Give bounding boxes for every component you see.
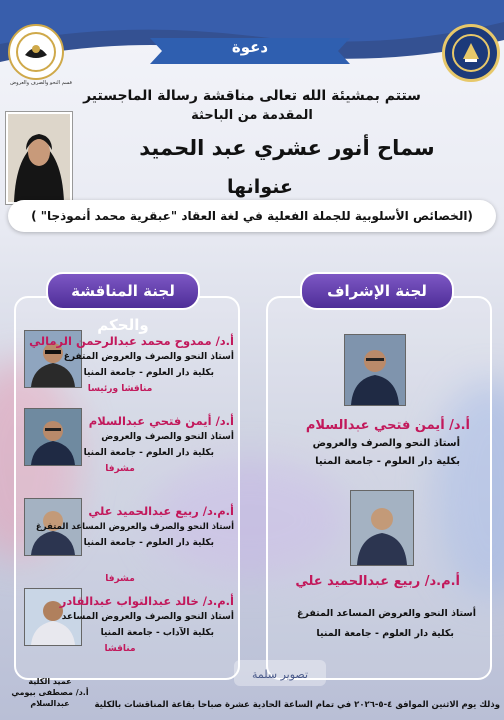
committee-member-4-line-1: أستاذ النحو والصرف والعروض المساعد xyxy=(61,612,234,622)
committee-member-2-photo xyxy=(24,408,82,466)
photographer-watermark xyxy=(230,656,330,690)
university-logo xyxy=(442,24,500,82)
committee-member-2-line-2: بكلية دار العلوم - جامعة المنيا xyxy=(83,448,214,458)
dean-title: عميد الكلية xyxy=(28,677,72,686)
committee-heading: لجنة المناقشة والحكم xyxy=(46,272,200,310)
invitation-title: دعوة xyxy=(231,38,269,56)
thesis-title-label: عنوانها xyxy=(227,176,293,198)
supervisor-1-line-2: بكلية دار العلوم - جامعة المنيا xyxy=(315,456,460,467)
committee-member-3-line-2: بكلية دار العلوم - جامعة المنيا xyxy=(83,538,214,548)
committee-member-3-name: أ.م.د/ ربيع عبدالحميد علي xyxy=(88,504,234,518)
announcement-line-1: ستتم بمشيئة الله تعالى مناقشة رسالة الماجستير xyxy=(83,88,421,104)
department-logo-caption: قسم النحو والصرف والعروض xyxy=(10,80,72,86)
committee-member-2-role: مشرفا xyxy=(105,464,135,474)
committee-member-1-line-1: أستاذ النحو والصرف والعروض المتفرغ xyxy=(63,352,234,362)
committee-member-4-role: مناقشا xyxy=(104,644,136,654)
committee-member-3-line-1: أستاذ النحو والصرف والعروض المساعد المتفرغ xyxy=(35,522,234,532)
dean-signature xyxy=(4,676,96,710)
committee-member-2-line-1: أستاذ النحو والصرف والعروض xyxy=(101,432,234,442)
supervisor-2-name: أ.م.د/ ربيع عبدالحميد علي xyxy=(295,574,460,589)
announcement-line-2: المقدمة من الباحثة xyxy=(191,108,313,123)
committee-member-3-role: مشرفا xyxy=(105,574,135,584)
supervisor-1-line-1: أستاذ النحو والصرف والعروض xyxy=(312,438,460,449)
footer-date-time: وذلك يوم الاثنين الموافق ٤-٥-٢٠٢٦ في تمام الساعة الحادية عشرة صباحا بقاعة المناقشات بالكلية xyxy=(94,700,500,710)
supervisor-2-photo xyxy=(350,490,414,566)
committee-member-4-line-2: بكلية الآداب - جامعة المنيا xyxy=(100,628,214,638)
supervisor-2-line-2: بكلية دار العلوم - جامعة المنيا xyxy=(316,628,454,639)
researcher-name: سماح أنور عشري عبد الحميد xyxy=(139,136,435,160)
dean-name: أ.د/ مصطفى بيومي عبدالسلام xyxy=(11,688,89,709)
committee-member-4-name: أ.م.د/ خالد عبدالتواب عبدالقادر xyxy=(59,594,234,608)
committee-member-1-name: أ.د/ ممدوح محمد عبدالرحمن الرمالي xyxy=(29,334,234,348)
committee-member-1-role: مناقشا ورئيسا xyxy=(87,384,153,394)
researcher-photo xyxy=(6,112,72,204)
supervision-heading: لجنة الإشراف xyxy=(300,272,454,310)
department-logo xyxy=(8,24,64,80)
watermark-text: تصوير سلمة xyxy=(251,668,309,681)
committee-member-1-line-2: بكلية دار العلوم - جامعة المنيا xyxy=(83,368,214,378)
supervisor-2-line-1: أستاذ النحو والعروض المساعد المتفرغ xyxy=(296,608,476,619)
supervisor-1-name: أ.د/ أيمن فتحي عبدالسلام xyxy=(305,418,470,433)
committee-member-2-name: أ.د/ أيمن فتحي عبدالسلام xyxy=(88,414,234,428)
supervisor-1-photo xyxy=(344,334,406,406)
thesis-title: (الخصائص الأسلوبية للجملة الفعلية في لغة العقاد "عبقرية محمد أنموذجا" ) xyxy=(8,200,496,232)
